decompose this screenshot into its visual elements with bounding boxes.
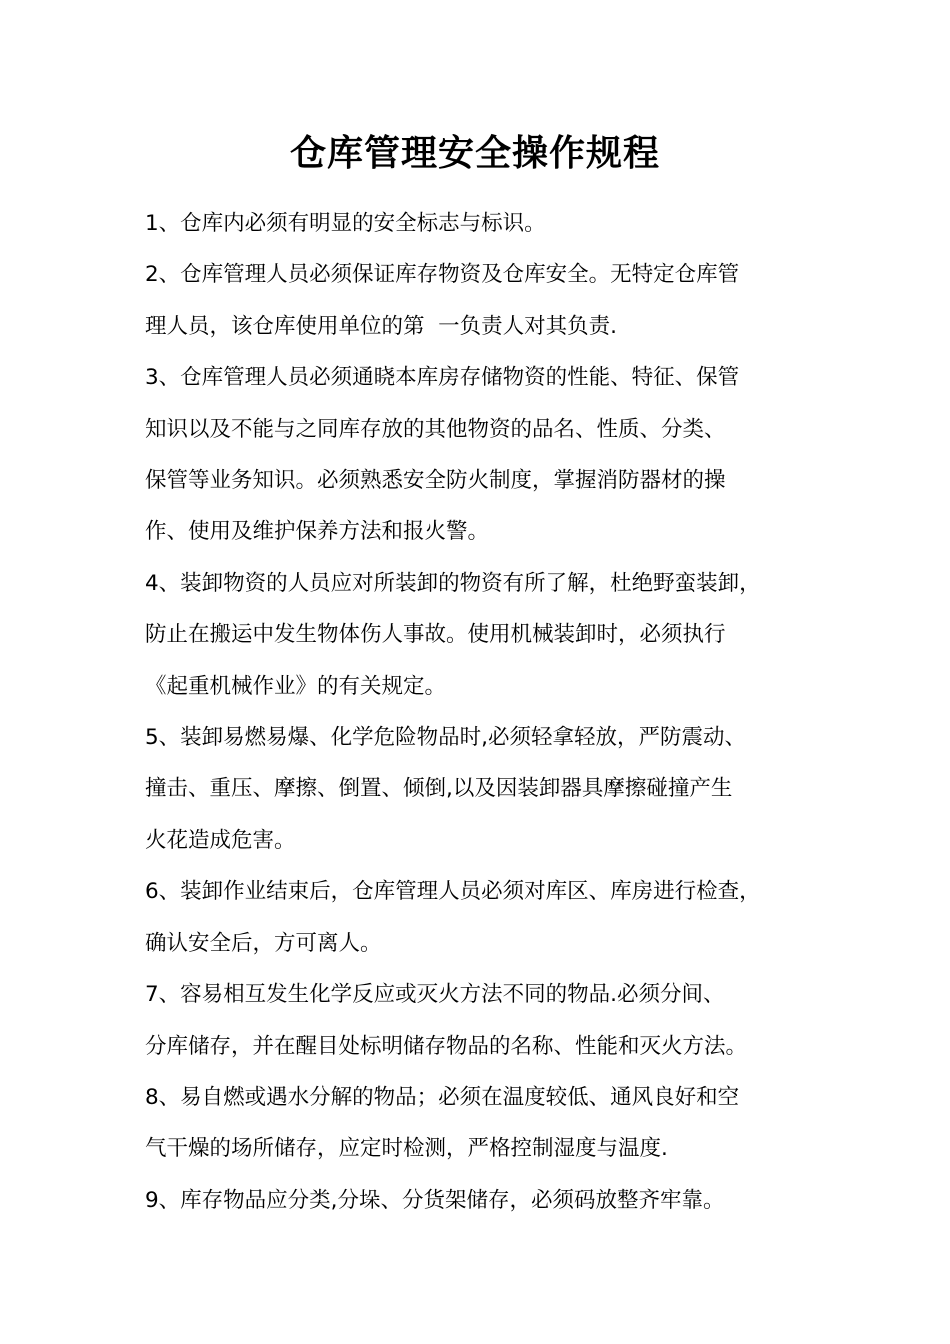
document-body [145, 198, 825, 1226]
rule-paragraph-4: 4、装卸物资的人员应对所装卸的物资有所了解，杜绝野蛮装卸， 防止在搬运中发生物体伤人事故。使用机械装卸时，必须执行 《起重机械作业》的有关规定。 [145, 570, 761, 699]
rule-paragraph-1: 1、仓库内必须有明显的安全标志与标识。 [145, 211, 546, 236]
rule-paragraph-9: 9、库存物品应分类,分垛、分货架储存，必须码放整齐牢靠。 [145, 1187, 725, 1213]
rule-paragraph-7: 7、容易相互发生化学反应或灭火方法不同的物品.必须分间、 分库储存，并在醒目处标明储存物品的名称、性能和灭火方法。 [145, 982, 748, 1059]
page-title: 仓库管理安全操作规程 [289, 132, 660, 174]
rule-paragraph-5: 5、装卸易燃易爆、化学危险物品时,必须轻拿轻放，严防震动、 撞击、重压、摩擦、倒置、倾倒,以及因装卸器具摩擦碰撞产生 火花造成危害。 [145, 725, 747, 853]
rule-paragraph-6: 6、装卸作业结束后，仓库管理人员必须对库区、库房进行检查， 确认安全后，方可离人。 [145, 879, 761, 956]
rule-paragraph-8: 8、易自燃或遇水分解的物品；必须在温度较低、通风良好和空 气干燥的场所储存，应定时检测，严格控制湿度与温度. [145, 1084, 740, 1162]
rule-paragraph-3: 3、仓库管理人员必须通晓本库房存储物资的性能、特征、保管 知识以及不能与之同库存放的其他物资的品名、性质、分类、 保管等业务知识。必须熟悉安全防火制度，掌握消防器材的操 作、使用及维护保养方法和报火警。 [145, 365, 740, 545]
rule-paragraph-2: 2、仓库管理人员必须保证库存物资及仓库安全。无特定仓库管 理人员，该仓库使用单位的第 一负责人对其负责. [145, 262, 740, 339]
